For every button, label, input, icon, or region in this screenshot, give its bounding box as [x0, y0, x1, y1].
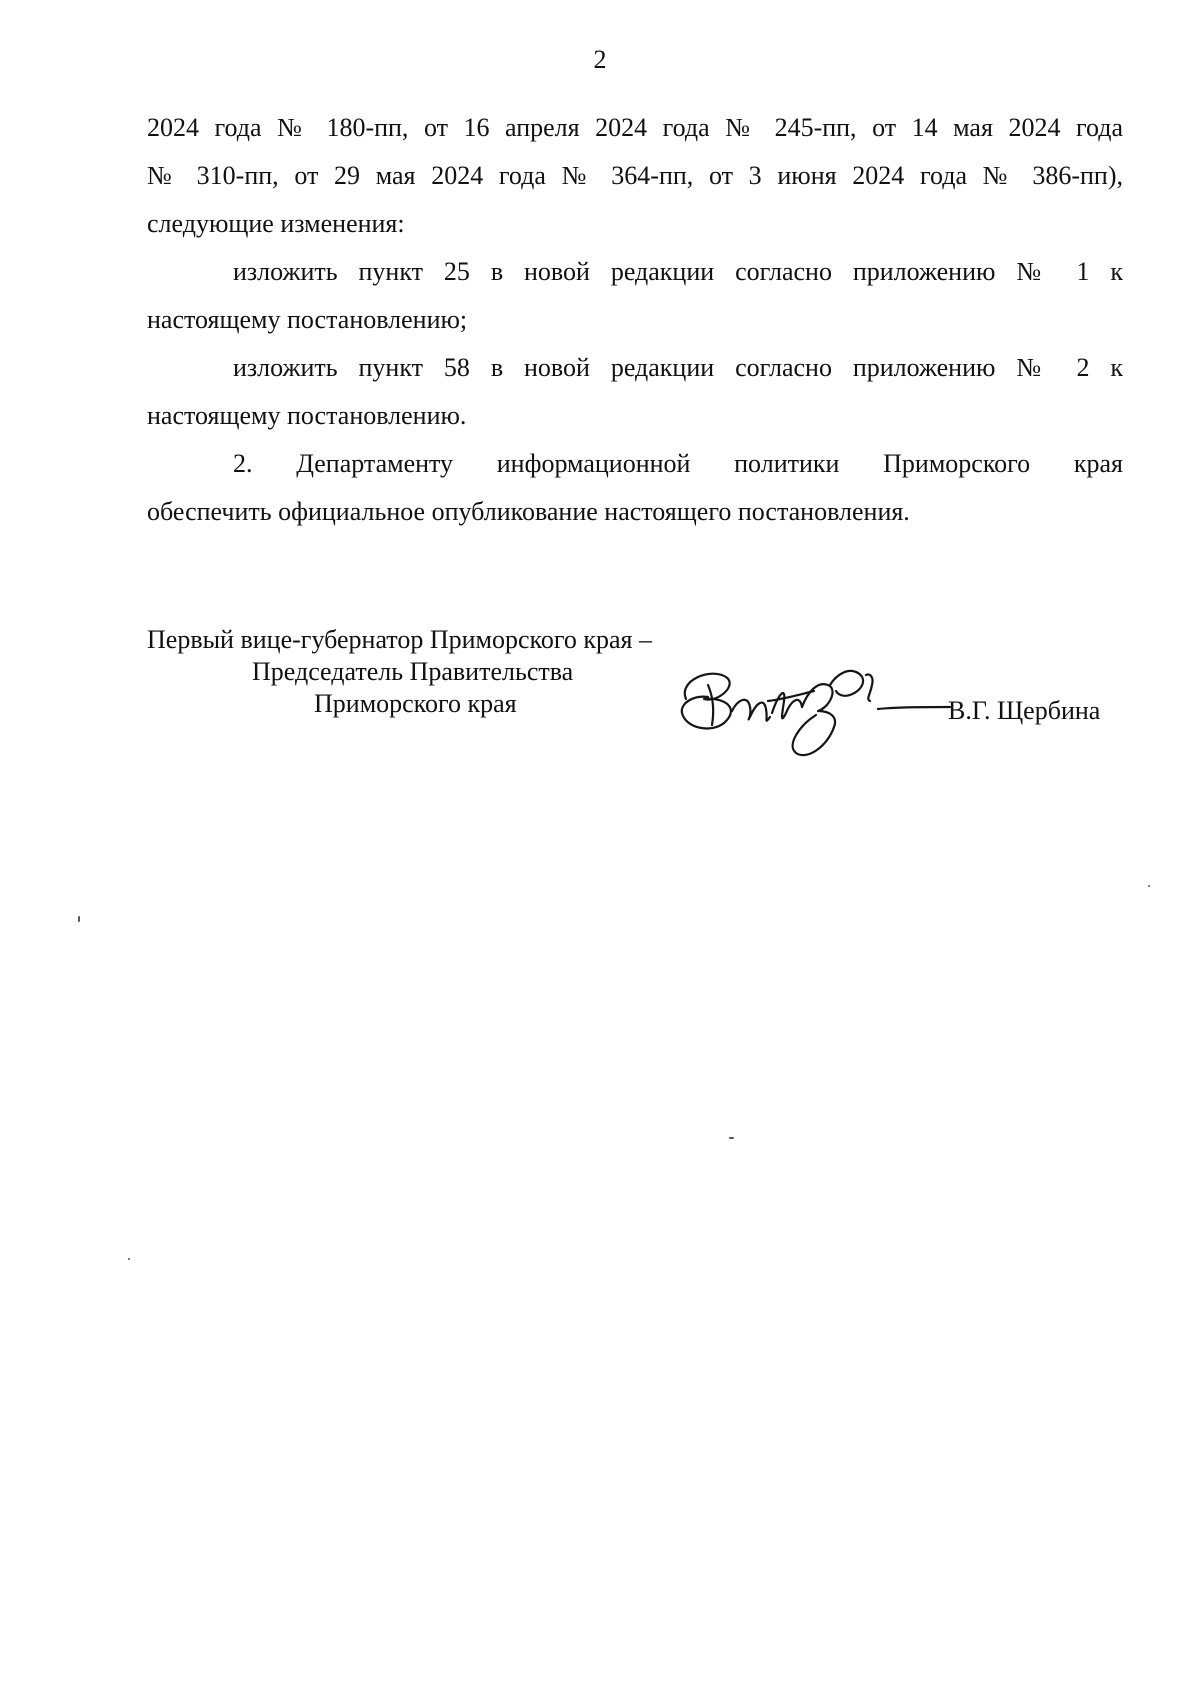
signatory-title-line-1: Первый вице-губернатор Приморского края – — [147, 625, 652, 654]
signatory-title — [147, 624, 652, 720]
signatory-name: В.Г. Щербина — [948, 696, 1101, 725]
paragraph-2-line-2: настоящему постановлению; — [147, 305, 468, 334]
handwritten-signature — [668, 655, 958, 765]
signatory-title-line-3: Приморского края — [314, 689, 517, 718]
scan-speck — [729, 1137, 734, 1139]
document-body — [147, 104, 1123, 536]
paragraph-4-line-2: обеспечить официальное опубликование настоящего постановления. — [147, 497, 910, 526]
paragraph-1-line-2: № 310-пп, от 29 мая 2024 года № 364-пп, от 3 июня 2024 года № 386-пп), — [147, 161, 1123, 190]
paragraph-1-line-3: следующие изменения: — [147, 209, 405, 238]
scan-speck — [1148, 885, 1150, 887]
paragraph-3-line-2: настоящему постановлению. — [147, 401, 467, 430]
page-number: 2 — [593, 45, 607, 74]
paragraph-3-line-1: изложить пункт 58 в новой редакции согласно приложению № 2 к — [233, 353, 1123, 382]
paragraph-4-line-1: 2. Департаменту информационной политики Приморского края — [233, 449, 1123, 478]
paragraph-1-line-1: 2024 года № 180-пп, от 16 апреля 2024 года № 245-пп, от 14 мая 2024 года — [147, 113, 1123, 142]
scan-speck — [78, 916, 80, 922]
paragraph-2-line-1: изложить пункт 25 в новой редакции согласно приложению № 1 к — [233, 257, 1123, 286]
signatory-title-line-2: Председатель Правительства — [252, 657, 574, 686]
scan-speck — [128, 1258, 130, 1260]
